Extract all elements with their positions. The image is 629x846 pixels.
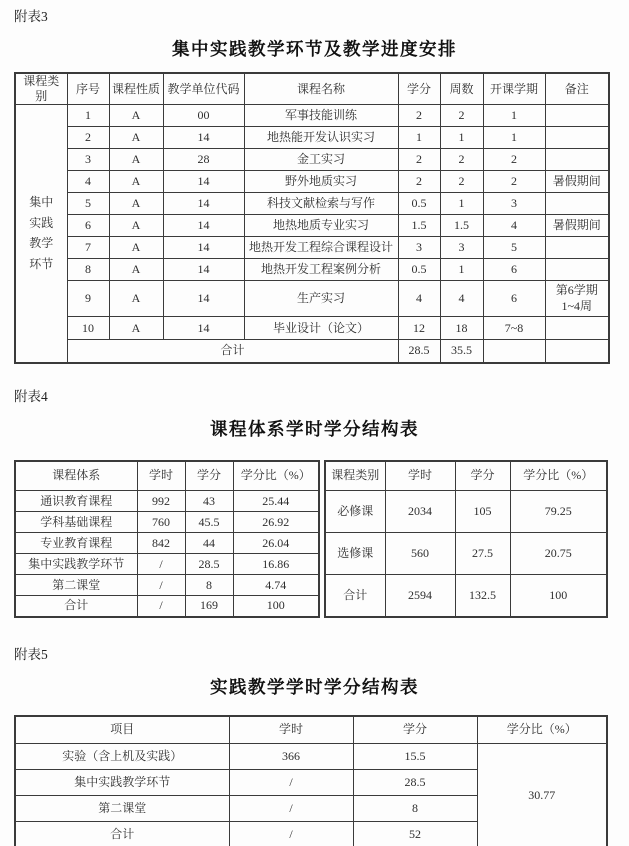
course-name-cell: 地热开发工程案例分析 (244, 259, 398, 281)
unit-code-cell: 14 (163, 317, 244, 340)
course-name-cell: 地热开发工程综合课程设计 (244, 237, 398, 259)
total-semester-cell (483, 340, 545, 363)
semester-cell: 1 (483, 105, 545, 127)
header-cell-credit-ratio: 学分比（%） (233, 461, 319, 491)
credits-cell: 1 (398, 127, 440, 149)
nature-cell: A (109, 317, 163, 340)
header-cell-credits: 学分 (353, 716, 477, 744)
nature-cell: A (109, 215, 163, 237)
table3-row-3 (15, 149, 609, 171)
total-label-cell: 合计 (67, 340, 398, 363)
table3-row-1 (15, 105, 609, 127)
table3 (14, 72, 610, 364)
table4-left-row-1 (15, 491, 319, 512)
header-cell-semester: 开课学期 (483, 73, 545, 105)
table4-left-row-4 (15, 554, 319, 575)
header-cell-item: 项目 (15, 716, 229, 744)
system-cell: 集中实践教学环节 (15, 554, 137, 575)
ratio-cell: 100 (233, 596, 319, 617)
course-name-cell: 地热能开发认识实习 (244, 127, 398, 149)
unit-code-cell: 14 (163, 215, 244, 237)
semester-cell: 5 (483, 237, 545, 259)
table4-left-total-row (15, 596, 319, 617)
nature-cell: A (109, 127, 163, 149)
remark-cell (545, 193, 609, 215)
serial-cell: 7 (67, 237, 109, 259)
total-weeks-cell: 35.5 (440, 340, 483, 363)
remark-cell (545, 237, 609, 259)
credits-cell: 8 (353, 796, 477, 822)
serial-cell: 8 (67, 259, 109, 281)
header-cell-unit-code: 教学单位代码 (163, 73, 244, 105)
weeks-cell: 2 (440, 149, 483, 171)
remark-line1: 第6学期 (555, 282, 598, 297)
course-name-cell: 金工实习 (244, 149, 398, 171)
table3-row-7 (15, 237, 609, 259)
table4-left-row-2 (15, 512, 319, 533)
weeks-cell: 1 (440, 193, 483, 215)
semester-cell: 6 (483, 281, 545, 317)
credits-cell: 4 (398, 281, 440, 317)
credits-cell: 132.5 (455, 575, 510, 617)
semester-cell: 6 (483, 259, 545, 281)
course-name-cell: 地热地质专业实习 (244, 215, 398, 237)
ratio-cell: 26.04 (233, 533, 319, 554)
semester-cell: 7~8 (483, 317, 545, 340)
remark-cell (545, 317, 609, 340)
ratio-cell: 100 (510, 575, 607, 617)
table3-row-5 (15, 193, 609, 215)
serial-cell: 3 (67, 149, 109, 171)
credit-ratio-merged-cell: 30.77 (477, 744, 607, 846)
remark-cell (545, 127, 609, 149)
header-cell-remark: 备注 (545, 73, 609, 105)
serial-cell: 5 (67, 193, 109, 215)
header-cell-credit-ratio: 学分比（%） (477, 716, 607, 744)
credits-cell: 15.5 (353, 744, 477, 770)
hours-cell: 2034 (385, 491, 455, 533)
item-cell: 第二课堂 (15, 796, 229, 822)
table4-left (14, 460, 320, 618)
ratio-cell: 25.44 (233, 491, 319, 512)
table4-left-row-5 (15, 575, 319, 596)
table3-header-row (15, 73, 609, 105)
header-cell-hours: 学时 (385, 461, 455, 491)
ratio-cell: 20.75 (510, 533, 607, 575)
total-label-cell: 合计 (15, 822, 229, 846)
credits-cell: 0.5 (398, 259, 440, 281)
serial-cell: 6 (67, 215, 109, 237)
category-merged-cell (15, 105, 67, 363)
unit-code-cell: 14 (163, 281, 244, 317)
weeks-cell: 2 (440, 171, 483, 193)
nature-cell: A (109, 281, 163, 317)
hours-cell: 760 (137, 512, 185, 533)
total-remark-cell (545, 340, 609, 363)
semester-cell: 1 (483, 127, 545, 149)
hours-cell: 2594 (385, 575, 455, 617)
weeks-cell: 18 (440, 317, 483, 340)
item-cell: 实验（含上机及实践） (15, 744, 229, 770)
remark-cell (545, 281, 609, 317)
nature-cell: A (109, 237, 163, 259)
course-name-cell: 军事技能训练 (244, 105, 398, 127)
nature-cell: A (109, 149, 163, 171)
table3-appendix-label: 附表3 (14, 9, 48, 24)
credits-cell: 0.5 (398, 193, 440, 215)
hours-cell: / (137, 596, 185, 617)
credits-cell: 2 (398, 105, 440, 127)
table3-row-6 (15, 215, 609, 237)
table4-right-row-1 (325, 491, 607, 533)
semester-cell: 2 (483, 171, 545, 193)
hours-cell: 992 (137, 491, 185, 512)
header-cell-credit-ratio: 学分比（%） (510, 461, 607, 491)
unit-code-cell: 28 (163, 149, 244, 171)
table5-title: 实践教学学时学分结构表 (210, 676, 419, 697)
credits-cell: 28.5 (185, 554, 233, 575)
header-cell-course-system: 课程体系 (15, 461, 137, 491)
table4-right-header-row (325, 461, 607, 491)
credits-cell: 3 (398, 237, 440, 259)
table4-left-row-3 (15, 533, 319, 554)
total-label-cell: 合计 (15, 596, 137, 617)
course-name-cell: 生产实习 (244, 281, 398, 317)
category-cell: 选修课 (325, 533, 385, 575)
system-cell: 学科基础课程 (15, 512, 137, 533)
system-cell: 专业教育课程 (15, 533, 137, 554)
nature-cell: A (109, 171, 163, 193)
hours-cell: 366 (229, 744, 353, 770)
credits-cell: 45.5 (185, 512, 233, 533)
course-name-cell: 科技文献检索与写作 (244, 193, 398, 215)
weeks-cell: 2 (440, 105, 483, 127)
hours-cell: 560 (385, 533, 455, 575)
header-cell-hours: 学时 (137, 461, 185, 491)
table5 (14, 715, 608, 846)
table3-row-8 (15, 259, 609, 281)
table5-appendix-label: 附表5 (14, 646, 48, 662)
credits-cell: 28.5 (353, 770, 477, 796)
hours-cell: 842 (137, 533, 185, 554)
header-cell-course-category: 课程类别 (325, 461, 385, 491)
weeks-cell: 3 (440, 237, 483, 259)
nature-cell: A (109, 105, 163, 127)
table5-header-row (15, 716, 607, 744)
category-cell: 必修课 (325, 491, 385, 533)
semester-cell: 3 (483, 193, 545, 215)
nature-cell: A (109, 193, 163, 215)
header-cell-nature: 课程性质 (109, 73, 163, 105)
unit-code-cell: 14 (163, 127, 244, 149)
serial-cell: 9 (67, 281, 109, 317)
header-cell-weeks: 周数 (440, 73, 483, 105)
serial-cell: 10 (67, 317, 109, 340)
header-cell-serial: 序号 (67, 73, 109, 105)
credits-cell: 105 (455, 491, 510, 533)
table4-left-header-row (15, 461, 319, 491)
course-name-cell: 毕业设计（论文） (244, 317, 398, 340)
system-cell: 通识教育课程 (15, 491, 137, 512)
header-cell-credits: 学分 (185, 461, 233, 491)
header-cell-course-name: 课程名称 (244, 73, 398, 105)
table3-row-4 (15, 171, 609, 193)
remark-cell (545, 259, 609, 281)
ratio-cell: 4.74 (233, 575, 319, 596)
serial-cell: 4 (67, 171, 109, 193)
hours-cell: / (229, 822, 353, 846)
table4-right (324, 460, 608, 618)
credits-cell: 1.5 (398, 215, 440, 237)
remark-cell (545, 149, 609, 171)
total-credits-cell: 28.5 (398, 340, 440, 363)
table5-row-1 (15, 744, 607, 770)
ratio-cell: 16.86 (233, 554, 319, 575)
credits-cell: 52 (353, 822, 477, 846)
semester-cell: 4 (483, 215, 545, 237)
hours-cell: / (229, 770, 353, 796)
category-text: 集中实践教学环节 (29, 195, 54, 271)
serial-cell: 2 (67, 127, 109, 149)
credits-cell: 2 (398, 171, 440, 193)
table4-container (14, 460, 608, 618)
unit-code-cell: 14 (163, 171, 244, 193)
unit-code-cell: 14 (163, 193, 244, 215)
header-cell-credits: 学分 (398, 73, 440, 105)
ratio-cell: 26.92 (233, 512, 319, 533)
table3-title: 集中实践教学环节及教学进度安排 (172, 39, 457, 59)
table3-total-row (15, 340, 609, 363)
ratio-cell: 79.25 (510, 491, 607, 533)
table3-row-10 (15, 317, 609, 340)
remark-cell (545, 105, 609, 127)
credits-cell: 43 (185, 491, 233, 512)
unit-code-cell: 00 (163, 105, 244, 127)
table3-row-9 (15, 281, 609, 317)
unit-code-cell: 14 (163, 237, 244, 259)
nature-cell: A (109, 259, 163, 281)
table4-appendix-label: 附表4 (14, 388, 48, 404)
table4-right-total-row (325, 575, 607, 617)
remark-line2: 1~4周 (561, 298, 592, 313)
table3-row-2 (15, 127, 609, 149)
hours-cell: / (137, 575, 185, 596)
weeks-cell: 1 (440, 127, 483, 149)
remark-cell: 暑假期间 (545, 171, 609, 193)
credits-cell: 27.5 (455, 533, 510, 575)
table4-right-row-2 (325, 533, 607, 575)
weeks-cell: 1 (440, 259, 483, 281)
header-cell-credits: 学分 (455, 461, 510, 491)
credits-cell: 44 (185, 533, 233, 554)
credits-cell: 12 (398, 317, 440, 340)
total-label-cell: 合计 (325, 575, 385, 617)
system-cell: 第二课堂 (15, 575, 137, 596)
remark-cell: 暑假期间 (545, 215, 609, 237)
weeks-cell: 1.5 (440, 215, 483, 237)
semester-cell: 2 (483, 149, 545, 171)
hours-cell: / (137, 554, 185, 575)
header-cell-hours: 学时 (229, 716, 353, 744)
serial-cell: 1 (67, 105, 109, 127)
item-cell: 集中实践教学环节 (15, 770, 229, 796)
weeks-cell: 4 (440, 281, 483, 317)
unit-code-cell: 14 (163, 259, 244, 281)
credits-cell: 2 (398, 149, 440, 171)
hours-cell: / (229, 796, 353, 822)
course-name-cell: 野外地质实习 (244, 171, 398, 193)
header-cell-category: 课程类别 (15, 73, 67, 105)
table4-title: 课程体系学时学分结构表 (210, 418, 419, 439)
credits-cell: 169 (185, 596, 233, 617)
credits-cell: 8 (185, 575, 233, 596)
